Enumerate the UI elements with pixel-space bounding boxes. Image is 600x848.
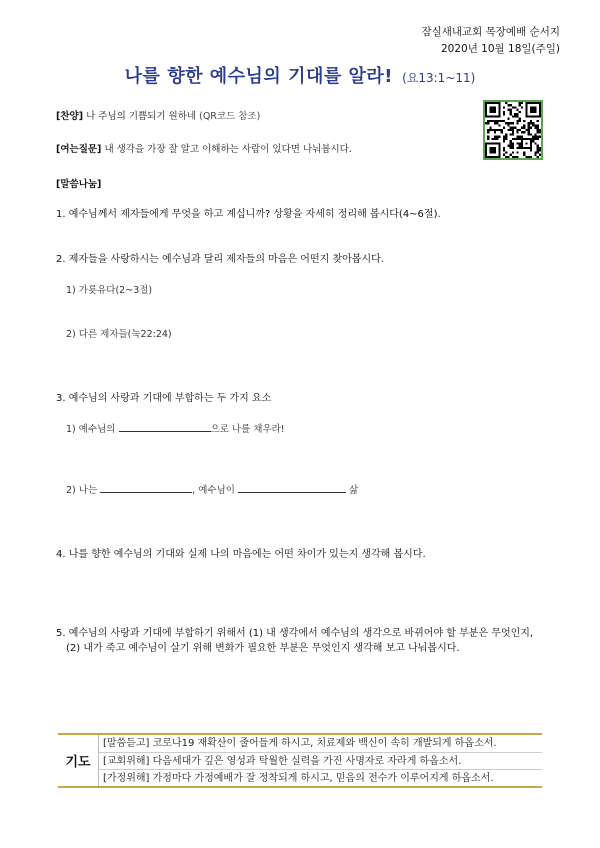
question-3: 3. 예수님의 사랑과 기대에 부합하는 두 가지 요소 [56, 393, 272, 404]
header-info [421, 24, 560, 58]
question-5-line-1: 5. 예수님의 사랑과 기대에 부합하기 위해서 (1) 내 생각에서 예수님의 생각으로 바뀌어야 할 부분은 무엇인지, [56, 628, 534, 639]
question-2-item-1: 1) 가룟유다(2~3절) [66, 285, 153, 296]
opening-question-line [56, 141, 352, 155]
page-title-main: 나를 향한 예수님의 기대를 알라! [124, 66, 393, 87]
question-2-item-2: 2) 다른 제자들(눅22:24) [66, 329, 172, 340]
prayer-rows [99, 735, 542, 786]
qr-code-icon [483, 100, 543, 160]
fill-in-blank[interactable] [100, 483, 192, 493]
church-service-title: 잠실새내교회 목장예배 순서지 [421, 26, 560, 38]
question-2: 2. 제자들을 사랑하시는 예수님과 달리 제자들의 마음은 어떤지 찾아봅시다. [56, 254, 384, 265]
prayer-item-family: [가정위해] 가정마다 가정예배가 잘 정착되게 하시고, 믿음의 전수가 이루어지게 하옵소서. [99, 769, 542, 786]
question-5-line-2: (2) 내가 죽고 예수님이 살기 위해 변화가 필요한 부분은 무엇인지 생각해 보고 나눠봅시다. [66, 643, 460, 654]
fill-in-blank[interactable] [238, 483, 346, 493]
question-3-item-2: 2) 나는 , 예수님이 삶 [66, 485, 359, 496]
scripture-reference: (요13:1~11) [402, 71, 476, 85]
praise-note: (QR코드 참조) [199, 111, 261, 122]
question-3-item-1: 1) 예수님의 으로 나를 채우라! [66, 424, 285, 435]
prayer-item-church: [교회위해] 다음세대가 깊은 영성과 탁월한 실력을 가진 사명자로 자라게 하옵소서. [99, 752, 542, 769]
question-1: 1. 예수님께서 제자들에게 무엇을 하고 계십니까? 상황을 자세히 정리해 봅시다(4~6절). [56, 209, 441, 220]
page-title [0, 62, 600, 88]
service-date: 2020년 10월 18일(주일) [440, 43, 560, 55]
praise-tag: [찬양] [56, 111, 84, 122]
fill-in-blank[interactable] [119, 422, 211, 432]
opening-question-text: 내 생각을 가장 잘 알고 이해하는 사람이 있다면 나눠봅시다. [104, 144, 352, 155]
prayer-item-word: [말씀듣고] 코로나19 재확산이 줄어들게 하시고, 치료제와 백신이 속히 개발되게 하옵소서. [103, 738, 497, 749]
praise-line [56, 108, 260, 122]
question-4: 4. 나를 향한 예수님의 기대와 실제 나의 마음에는 어떤 차이가 있는지 생각해 봅시다. [56, 549, 426, 560]
prayer-box [58, 733, 542, 788]
prayer-label: 기도 [58, 735, 99, 786]
praise-song: 나 주님의 기쁨되기 원하네 [86, 111, 197, 122]
sharing-heading: [말씀나눔] [56, 179, 102, 190]
opening-question-tag: [여는질문] [56, 144, 102, 155]
